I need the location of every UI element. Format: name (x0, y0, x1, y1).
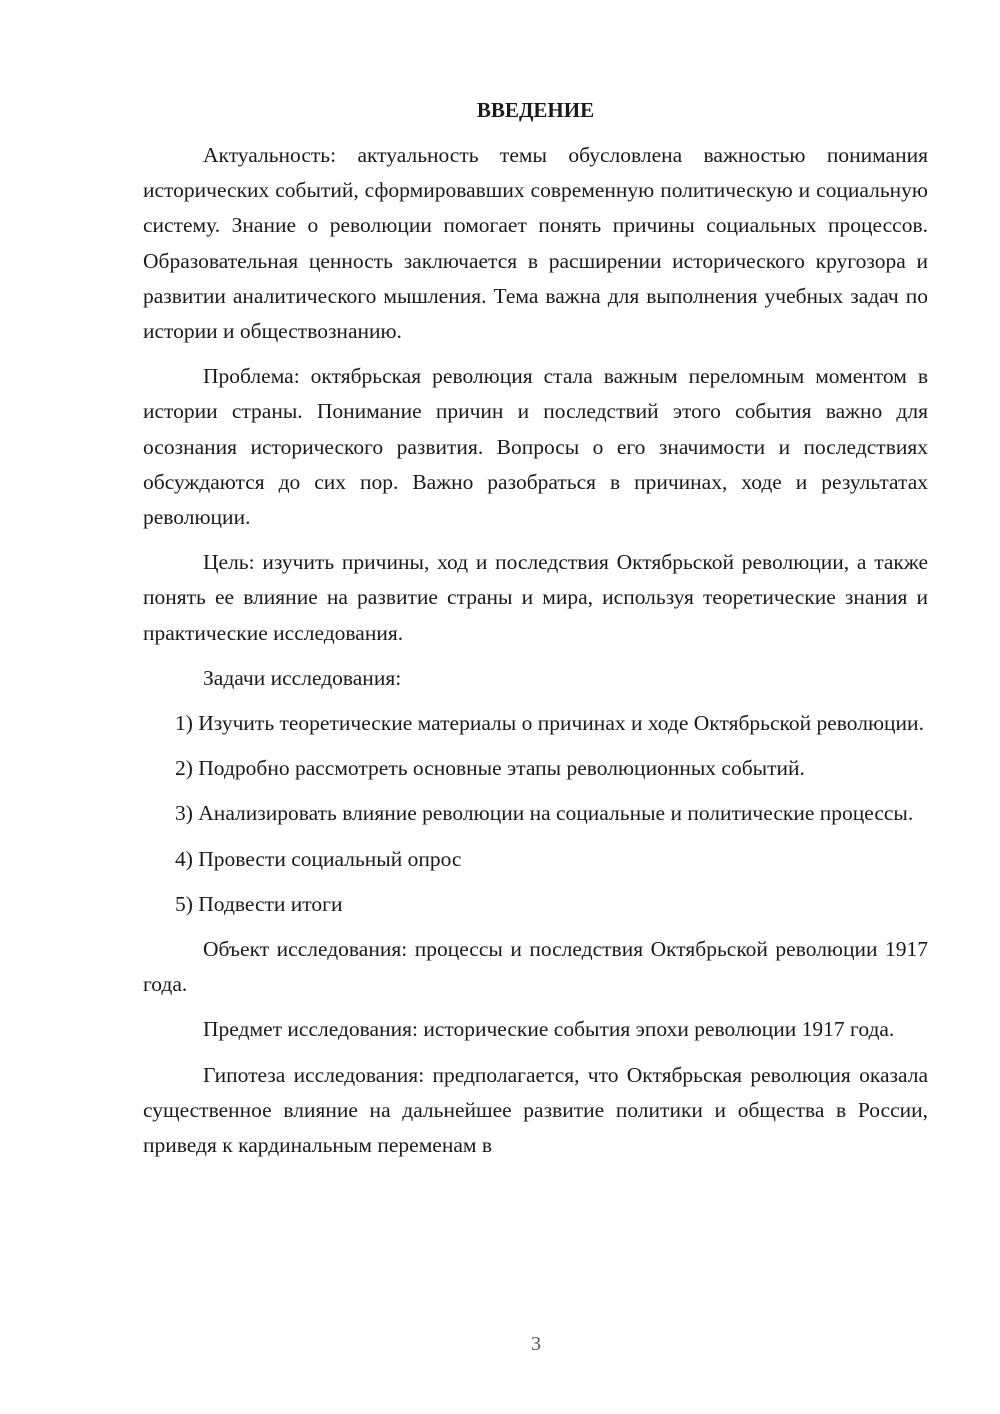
paragraph-relevance: Актуальность: актуальность темы обусловлена важностью понимания исторических событий, сформировавших современную политическую и социальную систему. Знание о революции помогает понять причины социальных процессов. Образовательная ценность заключается в расширении исторического кругозора и развитии аналитического мышления. Тема важна для выполнения учебных задач по истории и обществознанию. (143, 143, 928, 344)
task-item-4: 4) Провести социальный опрос (175, 846, 462, 871)
paragraph-goal: Цель: изучить причины, ход и последствия Октябрьской революции, а также понять ее влияние на развитие страны и мира, используя теоретические знания и практические исследования. (143, 550, 928, 645)
paragraph-hypothesis: Гипотеза исследования: предполагается, что Октябрьская революция оказала существенное влияние на дальнейшее развитие политики и общества в России, приведя к кардинальным переменам в (143, 1062, 928, 1158)
tasks-heading: Задачи исследования: (203, 665, 402, 690)
task-item-1: 1) Изучить теоретические материалы о причинах и ходе Октябрьской революции. (175, 711, 924, 736)
task-item-2: 2) Подробно рассмотреть основные этапы революционных событий. (175, 756, 805, 781)
page-number: 3 (531, 1333, 541, 1355)
task-item-5: 5) Подвести итоги (175, 891, 343, 916)
paragraph-object: Объект исследования: процессы и последствия Октябрьской революции 1917 года. (143, 937, 928, 997)
page-content (143, 93, 928, 1173)
paragraph-problem: Проблема: октябрьская революция стала важным переломным моментом в истории страны. Понимание причин и последствий этого события важно для осознания исторического развития. Вопросы о его значимости и последствиях обсуждаются до сих пор. Важно разобраться в причинах, ходе и результатах революции. (143, 364, 928, 530)
task-item-3: 3) Анализировать влияние революции на социальные и политические процессы. (175, 801, 914, 826)
section-title: ВВЕДЕНИЕ (476, 98, 595, 122)
paragraph-subject: Предмет исследования: исторические события эпохи революции 1917 года. (203, 1017, 895, 1042)
